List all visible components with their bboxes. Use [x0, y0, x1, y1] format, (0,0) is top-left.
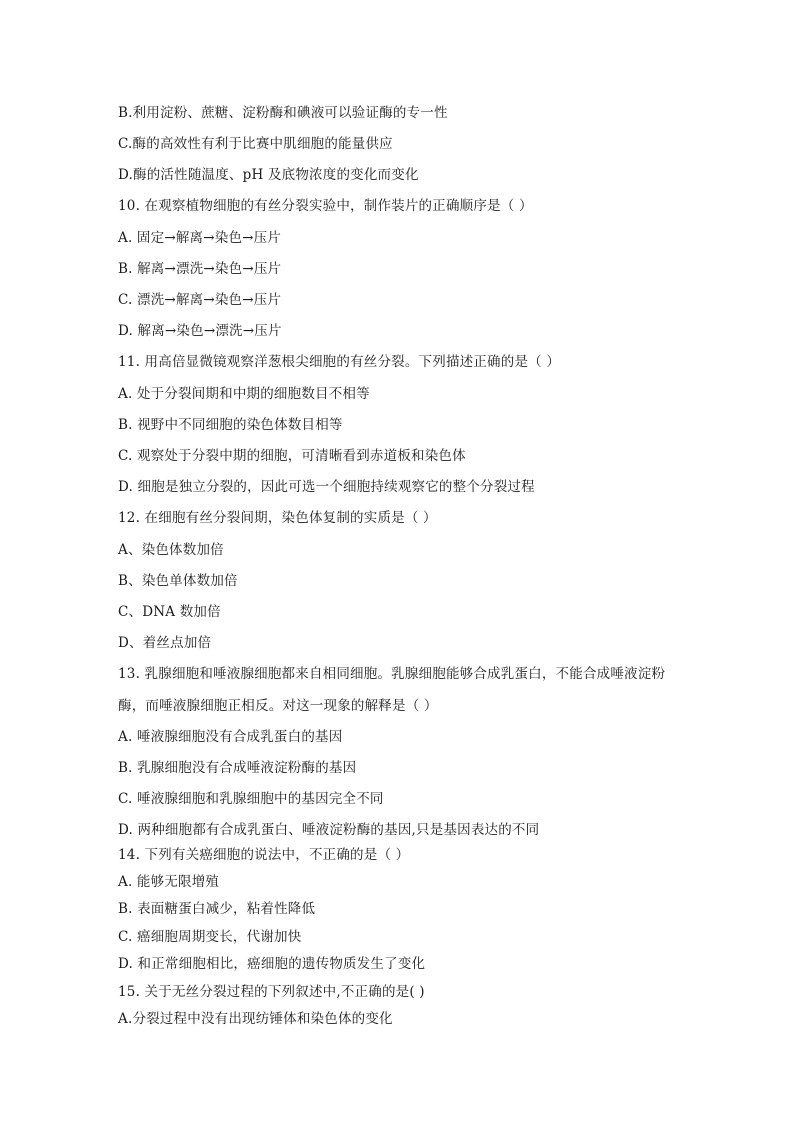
- question-15: 15. 关于无丝分裂过程的下列叙述中,不正确的是( ): [118, 984, 425, 1000]
- option-c: C. 唾液腺细胞和乳腺细胞中的基因完全不同: [118, 791, 384, 807]
- text-line: C.酶的高效性有利于比赛中肌细胞的能量供应: [118, 136, 393, 152]
- option-b: B. 视野中不同细胞的染色体数目相等: [118, 417, 343, 433]
- option-b: B. 表面糖蛋白减少，粘着性降低: [118, 901, 316, 917]
- option-b: B、染色单体数加倍: [118, 573, 238, 589]
- option-c: C. 观察处于分裂中期的细胞，可清晰看到赤道板和染色体: [118, 448, 466, 464]
- option-d: D. 两种细胞都有合成乳蛋白、唾液淀粉酶的基因,只是基因表达的不同: [118, 822, 540, 838]
- option-a: A、染色体数加倍: [118, 542, 224, 558]
- question-14: 14. 下列有关癌细胞的说法中，不正确的是（ ）: [118, 847, 410, 863]
- question-12: 12. 在细胞有丝分裂间期，染色体复制的实质是（ ）: [118, 510, 437, 526]
- question-13: 13. 乳腺细胞和唾液腺细胞都来自相同细胞。乳腺细胞能够合成乳蛋白，不能合成唾液淀粉: [118, 666, 666, 682]
- text-line: B.利用淀粉、蔗糖、淀粉酶和碘液可以验证酶的专一性: [118, 105, 448, 121]
- option-a: A. 处于分裂间期和中期的细胞数目不相等: [118, 386, 370, 402]
- option-a: A. 唾液腺细胞没有合成乳蛋白的基因: [118, 729, 343, 745]
- option-c: C、DNA 数加倍: [118, 604, 221, 620]
- option-b: B. 解离→漂洗→染色→压片: [118, 261, 282, 277]
- text-line: D.酶的活性随温度、pH 及底物浓度的变化而变化: [118, 167, 419, 183]
- question-11: 11. 用高倍显微镜观察洋葱根尖细胞的有丝分裂。下列描述正确的是（ ）: [118, 354, 561, 370]
- option-c: C. 漂洗→解离→染色→压片: [118, 292, 282, 308]
- option-a: A.分裂过程中没有出现纺锤体和染色体的变化: [118, 1011, 393, 1027]
- option-d: D. 细胞是独立分裂的，因此可选一个细胞持续观察它的整个分裂过程: [118, 479, 535, 495]
- option-c: C. 癌细胞周期变长，代谢加快: [118, 929, 302, 945]
- option-a: A. 能够无限增殖: [118, 874, 220, 890]
- option-d: D. 解离→染色→漂洗→压片: [118, 323, 282, 339]
- question-13-cont: 酶，而唾液腺细胞正相反。对这一现象的解释是（ ）: [118, 698, 438, 714]
- option-b: B. 乳腺细胞没有合成唾液淀粉酶的基因: [118, 760, 357, 776]
- option-d: D. 和正常细胞相比，癌细胞的遗传物质发生了变化: [118, 956, 426, 972]
- option-d: D、着丝点加倍: [118, 635, 212, 651]
- question-10: 10. 在观察植物细胞的有丝分裂实验中，制作装片的正确顺序是（ ）: [118, 198, 533, 214]
- option-a: A. 固定→解离→染色→压片: [118, 230, 282, 246]
